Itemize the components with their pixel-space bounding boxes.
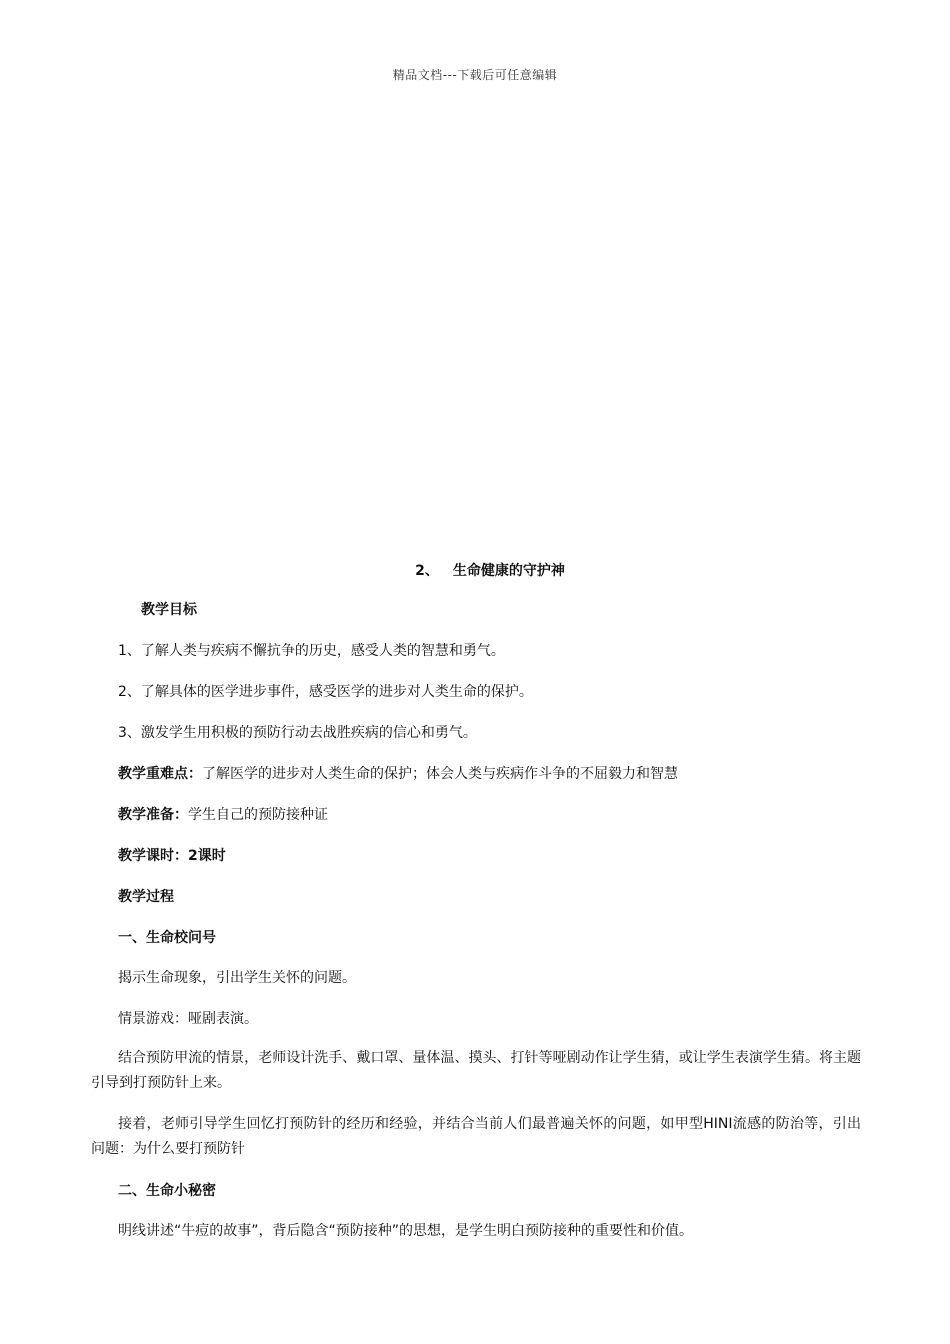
section-2-line-1: 明线讲述“牛痘的故事”，背后隐含“预防接种”的思想，是学生明白预防接种的重要性和价值。 <box>118 1223 694 1239</box>
section-2-heading: 二、生命小秘密 <box>118 1183 216 1199</box>
key-points <box>118 764 678 784</box>
section-1-paragraph-2: 接着，老师引导学生回忆打预防针的经历和经验，并结合当前人们最普遍关怀的问题，如甲型HINI流感的防治等，引出问题：为什么要打预防针 <box>91 1116 861 1157</box>
objective-item-2: 2、了解具体的医学进步事件，感受医学的进步对人类生命的保护。 <box>118 684 533 700</box>
section-1-line-2: 情景游戏：哑剧表演。 <box>118 1011 258 1027</box>
objectives-heading: 教学目标 <box>141 602 197 618</box>
section-1-paragraph-1: 结合预防甲流的情景，老师设计洗手、戴口罩、量体温、摸头、打针等哑剧动作让学生猜，或让学生表演学生猜。将主题引导到打预防针上来。 <box>91 1050 861 1091</box>
key-points-label: 教学重难点： <box>118 766 202 782</box>
preparation <box>118 805 328 825</box>
process-heading: 教学过程 <box>118 889 174 905</box>
lesson-title <box>0 560 950 580</box>
key-points-text: 了解医学的进步对人类生命的保护；体会人类与疾病作斗争的不屈毅力和智慧 <box>202 766 678 782</box>
lesson-number: 2、 <box>415 563 439 579</box>
lesson-title-text: 生命健康的守护神 <box>452 563 565 579</box>
preparation-text: 学生自己的预防接种证 <box>188 807 328 823</box>
section-1-line-1: 揭示生命现象，引出学生关怀的问题。 <box>118 970 356 986</box>
section-1-heading: 一、生命校问号 <box>118 930 216 946</box>
page-header: 精品文档---下载后可任意编辑 <box>392 68 558 82</box>
objective-item-3: 3、激发学生用积极的预防行动去战胜疾病的信心和勇气。 <box>118 725 477 741</box>
objective-item-1: 1、了解人类与疾病不懈抗争的历史，感受人类的智慧和勇气。 <box>118 643 505 659</box>
preparation-label: 教学准备： <box>118 807 188 823</box>
lesson-hours: 教学课时：2课时 <box>118 848 226 864</box>
